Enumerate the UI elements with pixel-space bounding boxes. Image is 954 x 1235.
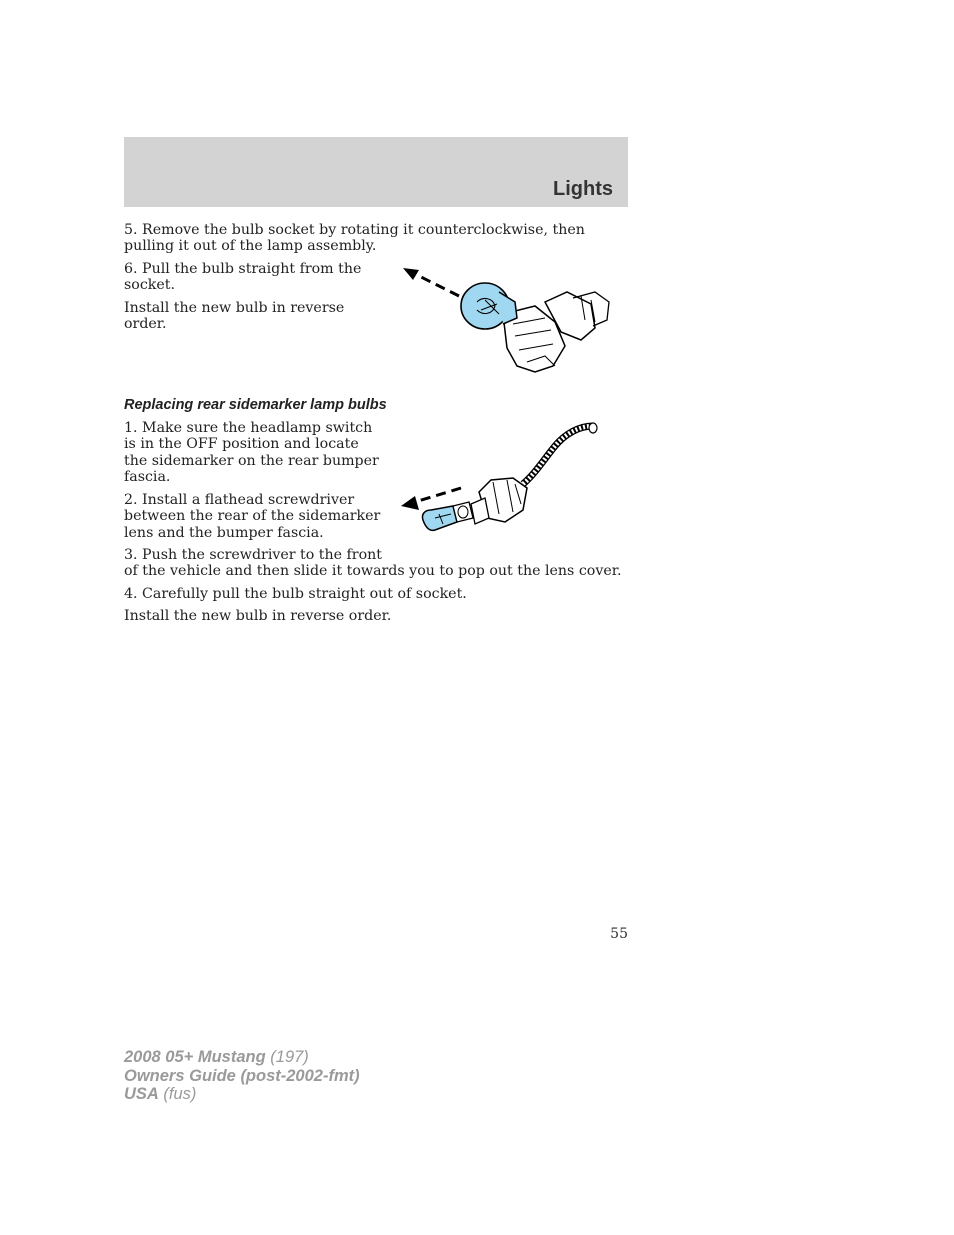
section-header bbox=[124, 137, 628, 207]
footer-line-3 bbox=[124, 1085, 360, 1104]
footer-line-1 bbox=[124, 1048, 360, 1067]
footer-model-code: (197) bbox=[265, 1048, 309, 1066]
sidemarker-bulb-glass-icon bbox=[422, 506, 457, 530]
sidemarker-bulb-illustration bbox=[395, 418, 605, 538]
install-reverse-text: Install the new bulb in reverse order. bbox=[124, 300, 345, 333]
footer-guide: Owners Guide (post-2002-fmt) bbox=[124, 1066, 360, 1085]
document-footer bbox=[124, 1048, 360, 1104]
sidemarker-step-3-text bbox=[124, 547, 628, 580]
sidemarker-step-4-text: 4. Carefully pull the bulb straight out of socket. bbox=[124, 586, 467, 602]
sidemarker-step-2-text: 2. Install a flathead screwdriver between the rear of the sidemarker lens and the bumper fascia. bbox=[124, 492, 381, 541]
bulb-socket-illustration bbox=[395, 262, 620, 380]
footer-market-code: (fus) bbox=[158, 1085, 197, 1103]
footer-market: USA bbox=[124, 1085, 159, 1103]
sidemarker-heading: Replacing rear sidemarker lamp bulbs bbox=[124, 397, 387, 413]
section-title: Lights bbox=[553, 178, 613, 200]
step-6-text: 6. Pull the bulb straight from the socket. bbox=[124, 261, 362, 294]
sidemarker-step-3-line-2: of the vehicle and then slide it towards you to pop out the lens cover. bbox=[124, 563, 622, 580]
step-5-text: 5. Remove the bulb socket by rotating it counterclockwise, then pulling it out of the lamp assembly. bbox=[124, 222, 585, 255]
footer-line-2 bbox=[124, 1067, 360, 1086]
footer-model: 2008 05+ Mustang bbox=[124, 1048, 266, 1066]
page-number: 55 bbox=[610, 926, 628, 942]
sidemarker-step-3-line-1: 3. Push the screwdriver to the front bbox=[124, 547, 382, 563]
sidemarker-install-text: Install the new bulb in reverse order. bbox=[124, 608, 392, 624]
sidemarker-step-1-text: 1. Make sure the headlamp switch is in the OFF position and locate the sidemarker on the rear bumper fascia. bbox=[124, 420, 379, 485]
